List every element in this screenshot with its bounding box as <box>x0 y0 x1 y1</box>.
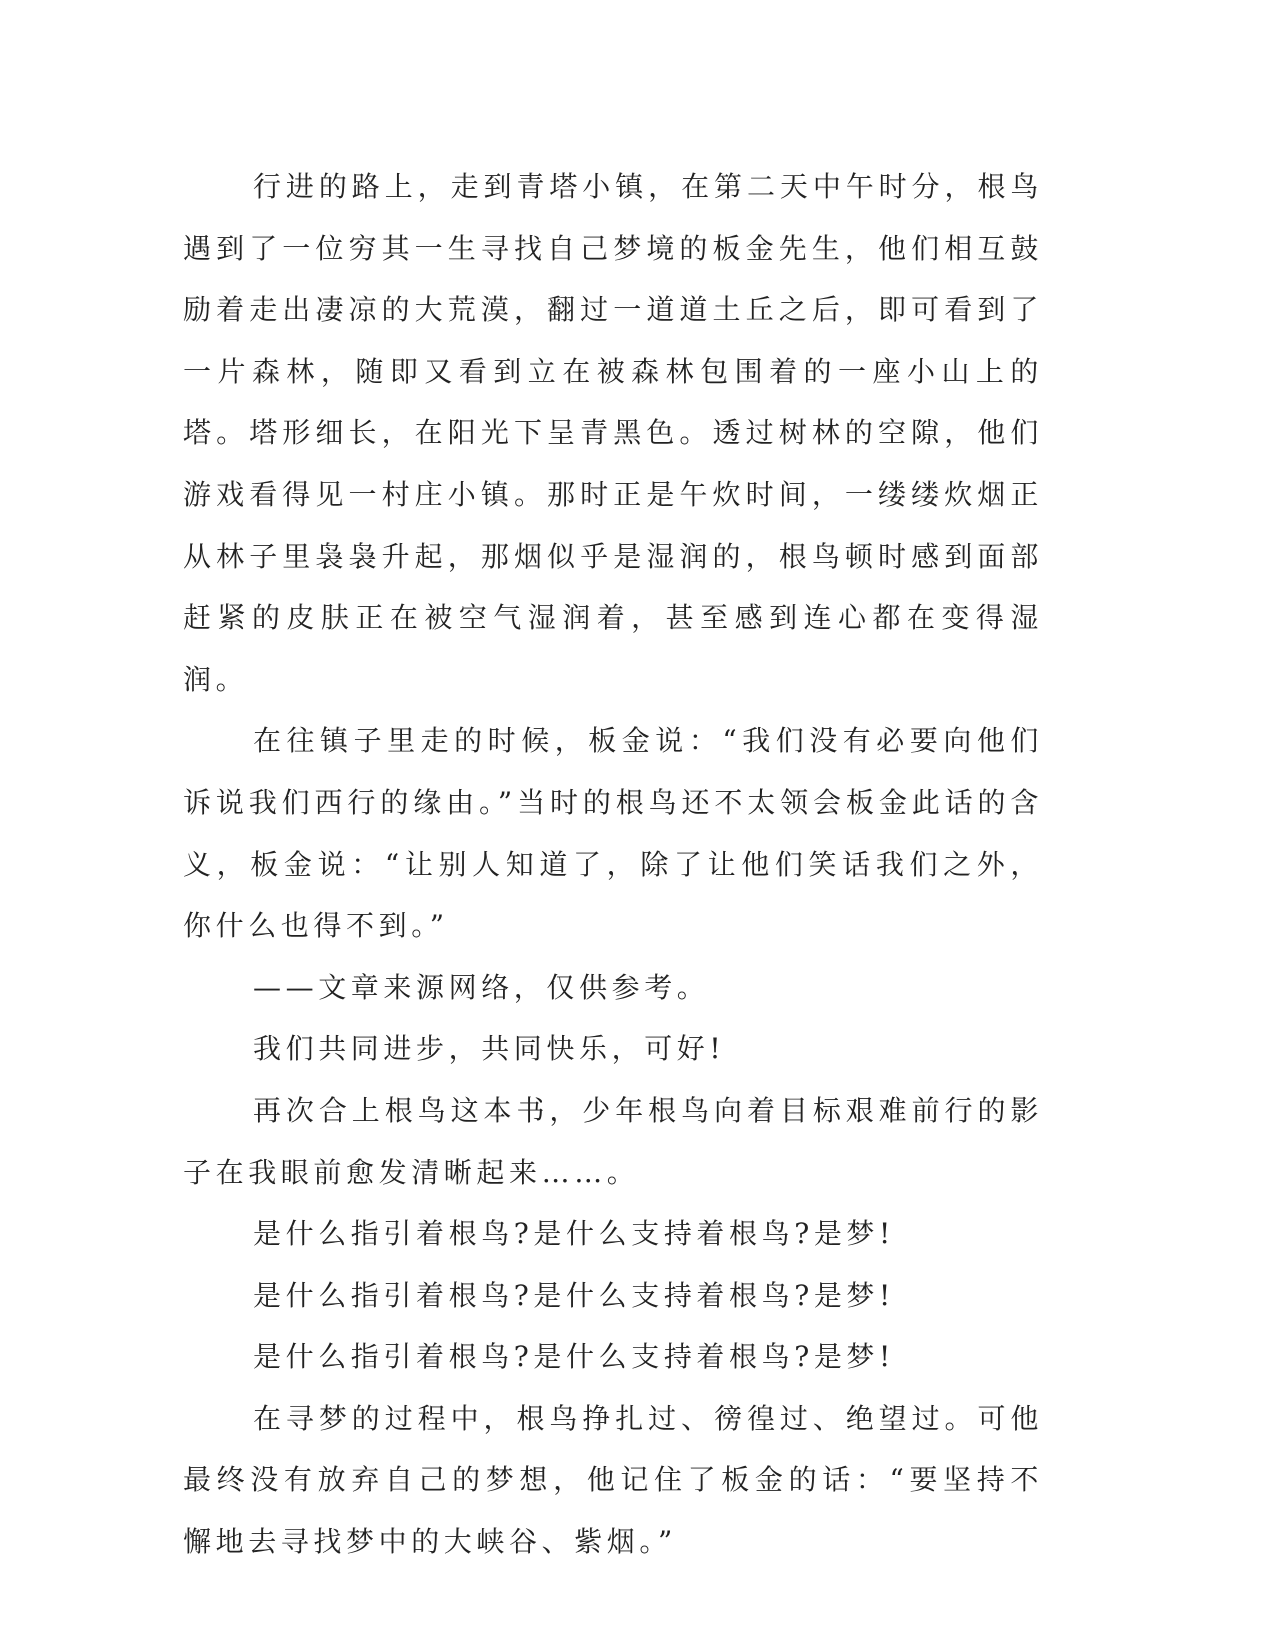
paragraph-banjin-dialogue: 在往镇子里走的时候，板金说：“我们没有必要向他们诉说我们西行的缘由。”当时的根鸟还不太领会板金此话的含义，板金说：“让别人知道了，除了让他们笑话我们之外，你什么也得不到。” <box>183 724 1043 943</box>
paragraph-journey: 行进的路上，走到青塔小镇，在第二天中午时分，根鸟遇到了一位穷其一生寻找自己梦境的板金先生，他们相互鼓励着走出凄凉的大荒漠，翻过一道道土丘之后，即可看到了一片森林，随即又看到立在被森林包围着的一座小山上的塔。塔形细长，在阳光下呈青黑色。透过树林的空隙，他们游戏看得见一村庄小镇。那时正是午炊时间，一缕缕炊烟正从林子里袅袅升起，那烟似乎是湿润的，根鸟顿时感到面部赶紧的皮肤正在被空气湿润着，甚至感到连心都在变得湿润。 <box>183 170 1043 696</box>
paragraph-question-3: 是什么指引着根鸟?是什么支持着根鸟?是梦! <box>253 1340 895 1374</box>
paragraph-question-2: 是什么指引着根鸟?是什么支持着根鸟?是梦! <box>253 1278 895 1312</box>
paragraph-encouragement: 我们共同进步，共同快乐，可好! <box>253 1032 726 1066</box>
article-body <box>183 156 1043 1573</box>
paragraph-dream-search: 在寻梦的过程中，根鸟挣扎过、徬徨过、绝望过。可他最终没有放弃自己的梦想，他记住了板金的话：“要坚持不懈地去寻找梦中的大峡谷、紫烟。” <box>183 1401 1043 1559</box>
paragraph-source-note: ——文章来源网络，仅供参考。 <box>253 970 710 1004</box>
paragraph-closing-book: 再次合上根鸟这本书，少年根鸟向着目标艰难前行的影子在我眼前愈发清晰起来……。 <box>183 1093 1043 1189</box>
paragraph-question-1: 是什么指引着根鸟?是什么支持着根鸟?是梦! <box>253 1217 895 1251</box>
